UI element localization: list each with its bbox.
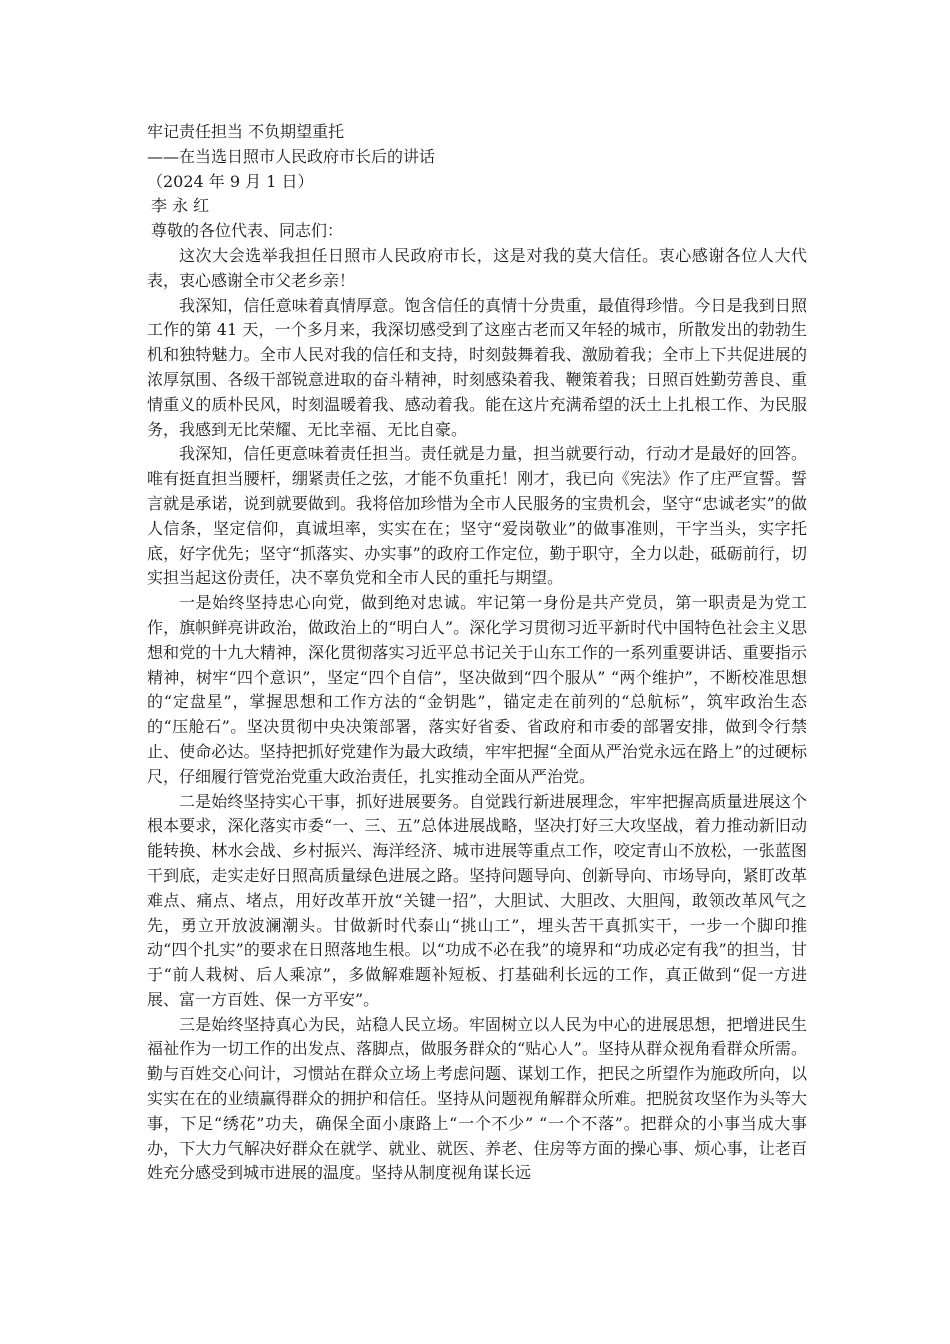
- document-page: [147, 120, 807, 1186]
- body-paragraph: 二是始终坚持实心干事，抓好进展要务。自觉践行新进展理念，牢牢把握高质量进展这个根本要求，深化落实市委“一、三、五”总体进展战略，坚决打好三大攻坚战，着力推动新旧动能转换、林水会战、乡村振兴、海洋经济、城市进展等重点工作，咬定青山不放松，一张蓝图干到底，走实走好日照高质量绿色进展之路。坚持问题导向、创新导向、市场导向，紧盯改革难点、痛点、堵点，用好改革开放“关键一招”，大胆试、大胆改、大胆闯，敢领改革风气之先，勇立开放波澜潮头。甘做新时代泰山“挑山工”，埋头苦干真抓实干，一步一个脚印推动“四个扎实”的要求在日照落地生根。以“功成不必在我”的境界和“功成必定有我”的担当，甘于“前人栽树、后人乘凉”，多做解难题补短板、打基础利长远的工作，真正做到“促一方进展、富一方百姓、保一方平安”。: [147, 791, 807, 1009]
- document-greeting: 尊敬的各位代表、同志们：: [151, 221, 344, 241]
- document-title: 牢记责任担当 不负期望重托: [147, 122, 345, 141]
- body-paragraph: 一是始终坚持忠心向党，做到绝对忠诚。牢记第一身份是共产党员，第一职责是为党工作，旗帜鲜亮讲政治，做政治上的“明白人”。深化学习贯彻习近平新时代中国特色社会主义思想和党的十九大精神，深化贯彻落实习近平总书记关于山东工作的一系列重要讲话、重要指示精神，树牢“四个意识”，坚定“四个自信”，坚决做到“四个服从” “两个维护”，不断校准思想的“定盘星”，掌握思想和工作方法的“金钥匙”，锚定走在前列的“总航标”，筑牢政治生态的“压舱石”。坚决贯彻中央决策部署，落实好省委、省政府和市委的部署安排，做到令行禁止、使命必达。坚持把抓好党建作为最大政绩，牢牢把握“全面从严治党永远在路上”的过硬标尺，仔细履行管党治党重大政治责任，扎实推动全面从严治党。: [147, 593, 807, 786]
- body-paragraph: 三是始终坚持真心为民，站稳人民立场。牢固树立以人民为中心的进展思想，把增进民生福祉作为一切工作的出发点、落脚点，做服务群众的“贴心人”。坚持从群众视角看群众所需。勤与百姓交心问计，习惯站在群众立场上考虑问题、谋划工作，把民之所望作为施政所向，以实实在在的业绩赢得群众的拥护和信任。坚持从问题视角解群众所难。把脱贫攻坚作为头等大事，下足“绣花”功夫，确保全面小康路上“一个不少” “一个不落”。把群众的小事当成大事办，下大力气解决好群众在就学、就业、就医、养老、住房等方面的操心事、烦心事，让老百姓充分感受到城市进展的温度。坚持从制度视角谋长远: [147, 1014, 807, 1183]
- document-date: （2024 年 9 月 1 日）: [147, 171, 314, 191]
- document-subtitle: ——在当选日照市人民政府市长后的讲话: [147, 146, 436, 166]
- document-author: 李 永 红: [151, 196, 210, 216]
- body-paragraph: 我深知，信任意味着真情厚意。饱含信任的真情十分贵重，最值得珍惜。今日是我到日照工作的第 41 天，一个多月来，我深切感受到了这座古老而又年轻的城市，所散发出的勃勃生机和独特魅力。全市人民对我的信任和支持，时刻鼓舞着我、激励着我；全市上下共促进展的浓厚氛围、各级干部锐意进取的奋斗精神，时刻感染着我、鞭策着我；日照百姓勤劳善良、重情重义的质朴民风，时刻温暖着我、感动着我。能在这片充满希望的沃土上扎根工作、为民服务，我感到无比荣耀、无比幸福、无比自豪。: [147, 295, 807, 439]
- body-paragraph: 我深知，信任更意味着责任担当。责任就是力量，担当就要行动，行动才是最好的回答。唯有挺直担当腰杆，绷紧责任之弦，才能不负重托！刚才，我已向《宪法》作了庄严宣誓。誓言就是承诺，说到就要做到。我将倍加珍惜为全市人民服务的宝贵机会，坚守“忠诚老实”的做人信条，坚定信仰，真诚坦率，实实在在；坚守“爱岗敬业”的做事准则，干字当头，实字托底，好字优先；坚守“抓落实、办实事”的政府工作定位，勤于职守，全力以赴，砥砺前行，切实担当起这份责任，决不辜负党和全市人民的重托与期望。: [147, 444, 807, 588]
- body-paragraph: 这次大会选举我担任日照市人民政府市长，这是对我的莫大信任。衷心感谢各位人大代表，衷心感谢全市父老乡亲！: [147, 245, 807, 290]
